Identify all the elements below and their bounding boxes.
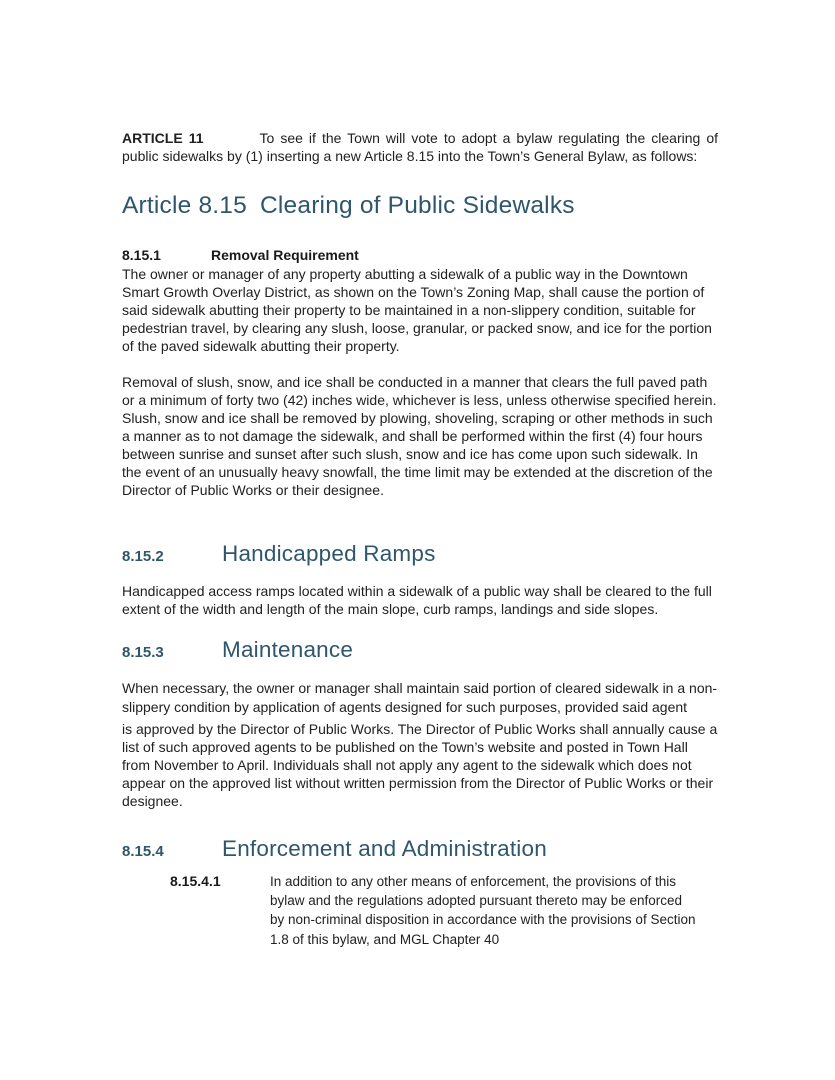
document-content (122, 115, 718, 949)
section-8153-paragraph-1: When necessary, the owner or manager shall maintain said portion of cleared sidewalk in a non-slippery condition by application of agents designed for such purposes, provided said agent (122, 680, 718, 716)
section-8154-heading (122, 836, 718, 862)
section-8151-title: Removal Requirement (211, 247, 359, 264)
subsection-81541 (170, 872, 718, 949)
section-8153-paragraph-2: is approved by the Director of Public Works. The Director of Public Works shall annually cause a list of such approved agents to be published on the Town’s website and posted in Town Hall from November to April. Individuals shall not apply any agent to the sidewalk which does not appear on the approved list without written permission from the Director of Public Works or their designee. (122, 721, 718, 809)
section-8153-number: 8.15.3 (122, 644, 164, 662)
section-8153-heading (122, 637, 718, 663)
section-8151-paragraph-2: Removal of slush, snow, and ice shall be conducted in a manner that clears the full paved path or a minimum of forty two (42) inches wide, whichever is less, unless otherwise specified herein. Slush, snow and ice shall be removed by plowing, shoveling, scraping or other methods in such a manner as to not damage the sidewalk, and shall be performed within the first (4) four hours between sunrise and sunset after such slush, snow and ice has come upon such sidewalk. In the event of an unusually heavy snowfall, the time limit may be extended at the discretion of the Director of Public Works or their designee. (122, 374, 717, 499)
article-815-heading (122, 192, 718, 220)
section-8152-number: 8.15.2 (122, 548, 164, 566)
subsection-81541-number: 8.15.4.1 (170, 873, 221, 889)
section-8151-paragraph-1: The owner or manager of any property abutting a sidewalk of a public way in the Downtown Smart Growth Overlay District, as shown on the Town’s Zoning Map, shall cause the portion of said sidewalk abutting their property to be maintained in a non-slippery condition, suitable for pedestrian travel, by clearing any slush, loose, granular, or packed snow, and ice for the portion of the paved sidewalk abutting their property. (122, 266, 712, 355)
section-8151-number: 8.15.1 (122, 247, 161, 264)
article-heading-number: Article 8.15 (122, 192, 247, 220)
section-8154-number: 8.15.4 (122, 843, 164, 860)
article-heading-title: Clearing of Public Sidewalks (260, 192, 575, 220)
section-8154-title: Enforcement and Administration (222, 836, 547, 861)
section-8152-paragraph-1: Handicapped access ramps located within a sidewalk of a public way shall be cleared to the full extent of the width and length of the main slope, curb ramps, landings and side slopes. (122, 583, 712, 618)
section-8151-heading (122, 247, 718, 263)
intro-article-label: ARTICLE 11 (122, 130, 204, 146)
section-8152-heading (122, 541, 718, 567)
section-8153-title: Maintenance (222, 637, 354, 663)
intro-text: To see if the Town will vote to adopt a bylaw regulating the clearing of public sidewalks by (1) inserting a new Article 8.15 into the Town’s General Bylaw, as follows: (122, 130, 718, 165)
subsection-81541-text: In addition to any other means of enforcement, the provisions of this bylaw and the regulations adopted pursuant thereto may be enforced by non-criminal disposition in accordance with the provisions of Section 1.8 of this bylaw, and MGL Chapter 40 (270, 874, 696, 947)
section-8152-title: Handicapped Ramps (222, 541, 436, 567)
intro-paragraph (122, 129, 718, 165)
